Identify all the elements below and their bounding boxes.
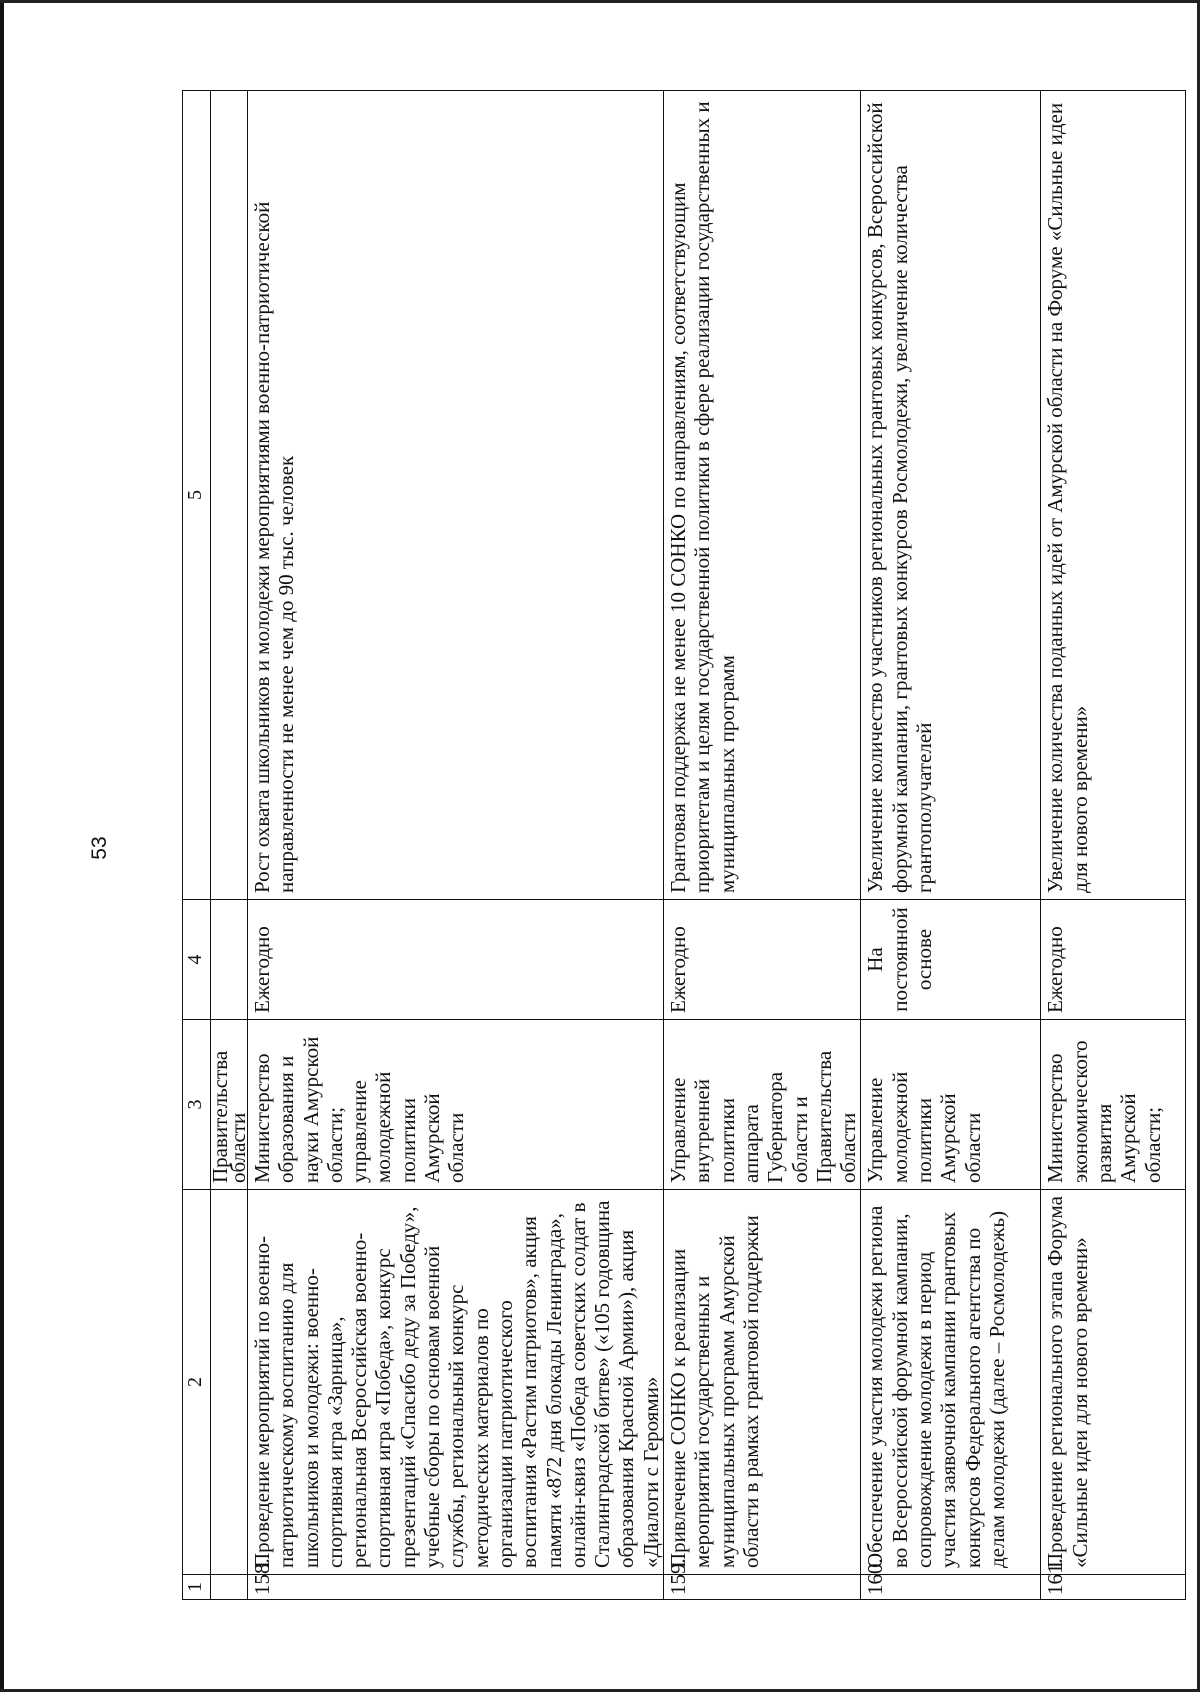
continuation-responsible: Правительства области bbox=[211, 1020, 248, 1190]
row-number: 161. bbox=[1041, 1575, 1186, 1600]
row-event: Привлечение СОНКО к реализации мероприятий государственных и муниципальных программ Амурской области в рамках грантовой поддержки bbox=[664, 1190, 861, 1575]
table-row bbox=[248, 91, 664, 1600]
page-number: 53 bbox=[88, 836, 111, 860]
row-event: Проведение регионального этапа Форума «Сильные идеи для нового времени» bbox=[1041, 1190, 1186, 1575]
row-responsible: Министерство экономического развития Амурской области; bbox=[1041, 1020, 1186, 1190]
column-header-row bbox=[183, 91, 211, 1600]
row-result: Грантовая поддержка не менее 10 СОНКО по направлениям, соответствующим приоритетам и целям государственной политики в сфере реализации государственных и муниципальных программ bbox=[664, 91, 861, 900]
table-row bbox=[664, 91, 861, 1600]
row-responsible: Управление молодежной политики Амурской области bbox=[861, 1020, 1041, 1190]
column-header-1: 1 bbox=[183, 1575, 211, 1600]
column-header-5: 5 bbox=[183, 91, 211, 900]
table-row bbox=[1041, 91, 1186, 1600]
measures-table bbox=[182, 90, 1186, 1600]
continuation-row bbox=[211, 91, 248, 1600]
row-term: Ежегодно bbox=[664, 900, 861, 1020]
row-event: Обеспечение участия молодежи региона во Всероссийской форумной кампании, сопровождение молодежи в период участия заявочной кампании грантовых конкурсов Федерального агентства по делам молодежи (далее – Росмолодежь) bbox=[861, 1190, 1041, 1575]
row-result: Рост охвата школьников и молодежи мероприятиями военно-патриотической направленности не менее чем до 90 тыс. человек bbox=[248, 91, 664, 900]
table-row bbox=[861, 91, 1041, 1600]
column-header-2: 2 bbox=[183, 1190, 211, 1575]
row-result: Увеличение количество участников региональных грантовых конкурсов, Всероссийской форумной кампании, грантовых конкурсов Росмолодежи, увеличение количества грантополучателей bbox=[861, 91, 1041, 900]
row-term: Ежегодно bbox=[1041, 900, 1186, 1020]
column-header-4: 4 bbox=[183, 900, 211, 1020]
row-event: Проведение мероприятий по военно-патриотическому воспитанию для школьников и молодежи: военно-спортивная игра «Зарница», региональная Всероссийская военно-спортивная игра «Победа», конкурс презентаций «Спасибо деду за Победу», учебные сборы по основам военной службы, региональный конкурс методических материалов по организации патриотического воспитания «Растим патриотов», акция памяти «872 дня блокады Ленинграда», онлайн-квиз «Победа советских солдат в Сталинградской битве» («105 годовщина образования Красной Армии»), акция «Диалоги с Героями» bbox=[248, 1190, 664, 1575]
row-number: 160. bbox=[861, 1575, 1041, 1600]
column-header-3: 3 bbox=[183, 1020, 211, 1190]
row-responsible: Управление внутренней политики аппарата Губернатора области и Правительства области bbox=[664, 1020, 861, 1190]
row-result: Увеличение количества поданных идей от Амурской области на Форуме «Сильные идеи для нового времени» bbox=[1041, 91, 1186, 900]
row-responsible: Министерство образования и науки Амурской области; управление молодежной политики Амурской области bbox=[248, 1020, 664, 1190]
row-number: 158. bbox=[248, 1575, 664, 1600]
row-term: Ежегодно bbox=[248, 900, 664, 1020]
row-number: 159. bbox=[664, 1575, 861, 1600]
row-term: На постоянной основе bbox=[861, 900, 1041, 1020]
